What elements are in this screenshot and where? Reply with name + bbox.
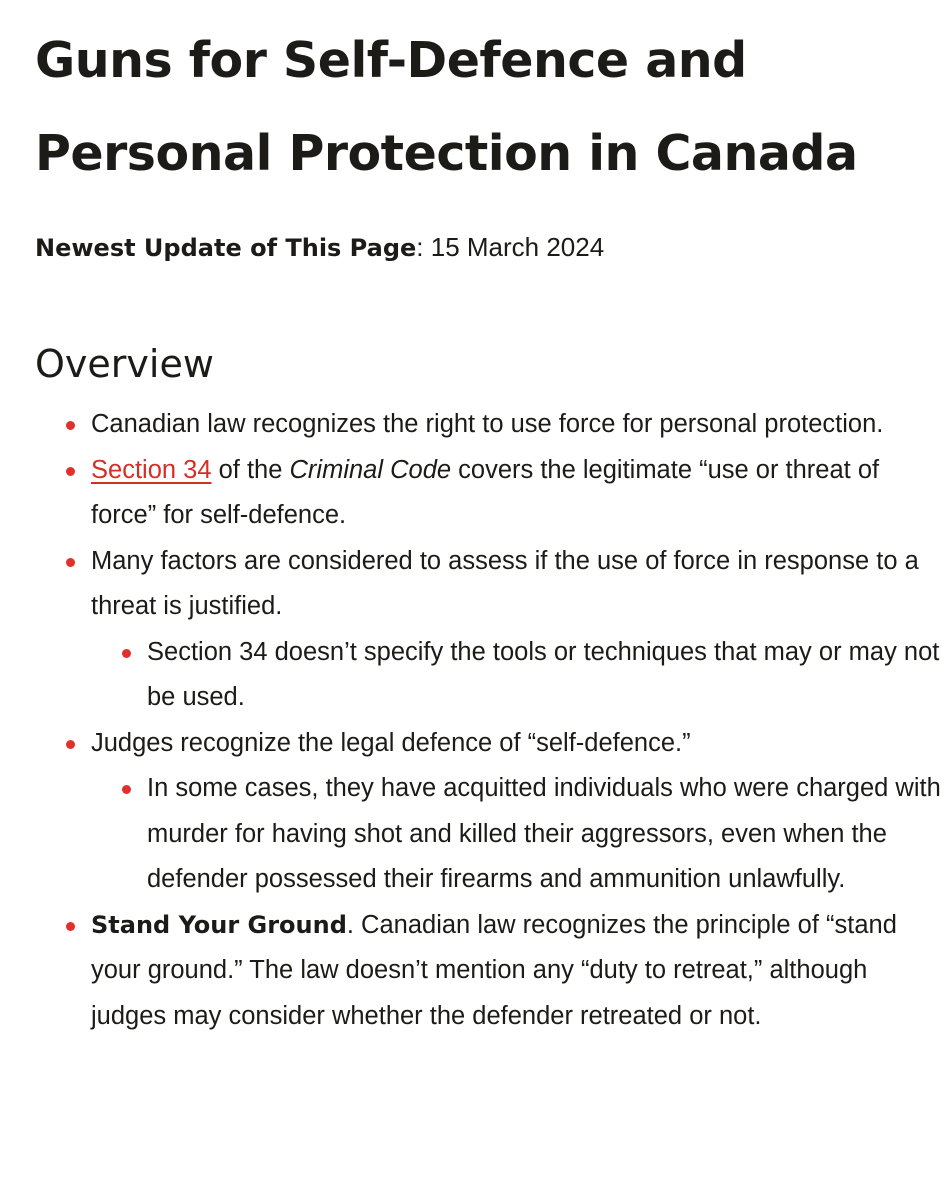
section-34-link[interactable]: Section 34 (91, 455, 212, 484)
list-item-text: covers the legitimate “use or threat of force” for self-defence. (91, 455, 880, 529)
update-label: Newest Update of This Page (35, 234, 417, 262)
sub-list-item (147, 766, 944, 903)
criminal-code-text: Criminal Code (289, 455, 452, 484)
overview-heading: Overview (35, 342, 214, 386)
list-item-text: Canadian law recognizes the right to use force for personal protection. (91, 410, 884, 438)
list-item-text: Judges recognize the legal defence of “self-defence.” (91, 728, 691, 757)
list-item-text: Many factors are considered to assess if the use of force in response to a threat is justified. (91, 546, 919, 620)
list-item (91, 903, 944, 1040)
page-title: Guns for Self-Defence and Personal Protection in Canada (35, 32, 858, 182)
list-item-text: of the (211, 455, 290, 484)
list-item (91, 448, 944, 539)
update-separator: : (416, 232, 431, 262)
list-item-text: Section 34 doesn’t specify the tools or techniques that may or may not be used. (147, 637, 940, 711)
update-date: 15 March 2024 (430, 232, 605, 262)
sub-list (91, 630, 944, 721)
sub-list-item (147, 630, 944, 721)
sub-list (91, 766, 944, 903)
list-item-text: . Canadian law recognizes the principle of “stand your ground.” The law doesn’t mention any “duty to retreat,” although judges may consider whether the defender retreated or not. (91, 910, 897, 1030)
stand-your-ground-label: Stand Your Ground (91, 910, 347, 939)
list-item (91, 539, 944, 721)
list-item (91, 721, 944, 903)
list-item (91, 402, 944, 448)
list-item-text: In some cases, they have acquitted individuals who were charged with murder for having shot and killed their aggressors, even when the defender possessed their firearms and ammunition unlawfully. (147, 774, 941, 893)
update-line (35, 231, 944, 264)
overview-list (35, 402, 944, 1039)
